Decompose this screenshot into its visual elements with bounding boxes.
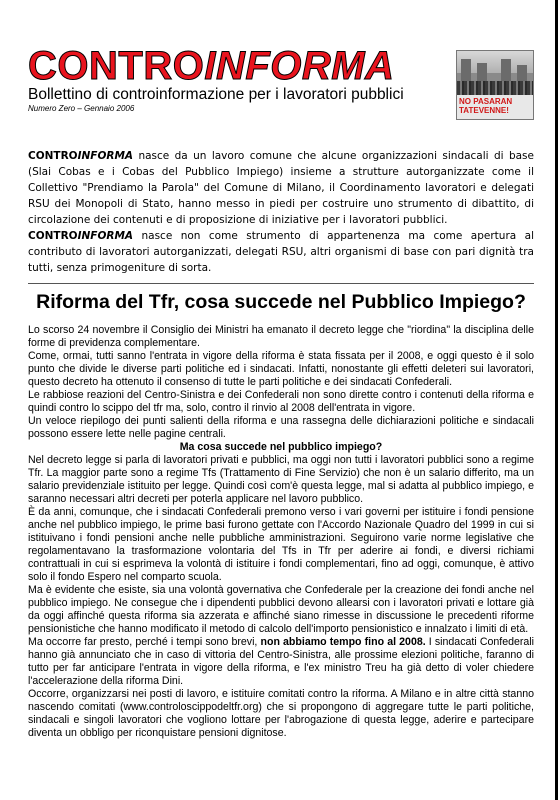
article-paragraph: È da anni, comunque, che i sindacati Confederali premono verso i vari governi per istituire i fondi pensione anche nel pubblico impiego, le prime basi furono gettate con l'Accordo Nazionale Quadro del 1999 in cui si istituivano i fondi pensioni anche nelle pubbliche amministrazioni. Seguirono varie norme legislative che regolamentavano la trasformazione volontaria del Tfs in Tfr per aderire ai fondi, e diversi richiami contrattuali in cui si esprimeva la volontà di istituire i fondi complementari, fino ad oggi, comunque, è attivo solo il fondo Espero nel comparto scuola. <box>28 506 534 583</box>
publication-name-a: CONTRO <box>28 150 78 162</box>
publication-name <box>28 150 133 162</box>
article-subheading: Ma cosa succede nel pubblico impiego? <box>179 441 383 453</box>
intro-paragraph-1-text: nasce da un lavoro comune che alcune organizzazioni sindacali di base (Slai Cobas e i Cobas del Pubblico Impiego) insieme a strutture autorganizzate come il Collettivo "Prendiamo la Parola" del Comune di Milano, il Coordinamento lavoratori e delegati RSU dei Monopoli di Stato, hanno messo in piedi per costruire uno strumento di dibattito, di circolazione dei contenuti e di proposizione di iniziative per i lavoratori pubblici. <box>28 150 534 226</box>
article-paragraph-9: Occorre, organizzarsi nei posti di lavoro, e istituire comitati contro la riforma. A Milano e in altre città stanno nascendo comitati (www.controloscippodeltfr.org) che si propongono di aggregare tutte le parti politiche, sindacali e singoli lavoratori che vogliono lottare per l'abrogazione di questa legge, aderire e partecipare diventa un obbligo per riconquistare pensioni dignitose. <box>28 688 534 739</box>
article-paragraph-8-a: Ma occorre far presto, perché i tempi sono brevi, <box>28 636 261 648</box>
publication-name <box>28 230 133 242</box>
publication-name-b: INFORMA <box>77 230 134 242</box>
intro-paragraph-2-text: nasce non come strumento di appartenenza ma come apertura al contributo di lavoratori autorganizzati, delegati RSU, altri organismi di base con pari dignità tra tutti, senza primogeniture di sorta. <box>28 230 534 274</box>
issue-line: Numero Zero – Gennaio 2006 <box>28 104 135 113</box>
bulletin-subtitle: Bollettino di controinformazione per i lavoratori pubblici <box>28 86 404 103</box>
page-edge-rule <box>555 0 558 800</box>
publication-name-b: INFORMA <box>77 150 134 162</box>
article-paragraph: Un veloce riepilogo dei punti salienti della riforma e una rassegna delle dichiarazioni politiche e sindacali possono essere lette nelle pagine centrali. <box>28 415 534 440</box>
article-paragraph-8-c: I sindacati Confederali hanno già annunciato che in caso di vittoria del Centro-Sinistra, alle prossime elezioni politiche, faranno di tutto per far anticipare l'entrata in vigore della riforma, e l'ex ministro Treu ha già detto di voler chiedere l'accelerazione della riforma Dini. <box>28 636 534 687</box>
intro-text <box>28 148 534 276</box>
article-title: Riforma del Tfr, cosa succede nel Pubblico Impiego? <box>36 291 526 313</box>
article-body <box>28 324 534 740</box>
banner-line-2: TATEVENNE! <box>459 106 509 115</box>
section-divider <box>28 283 534 284</box>
intro-paragraph-1 <box>28 148 534 228</box>
protest-photo <box>456 50 534 120</box>
article-paragraph <box>28 636 534 688</box>
masthead-part1: CONTRO <box>28 44 205 88</box>
article-paragraph: Nel decreto legge si parla di lavoratori privati e pubblici, ma oggi non tutti i lavoratori pubblici sono a regime Tfr. La maggior parte sono a regime Tfs (Trattamento di Fine Servizio) che non è un salario differito, ma un salario previdenziale istituito per legge. Quindi così com'è questa legge, mal si adatta al pubblico impiego, e saranno necessari altri decreti per poterla applicare nel lavoro pubblico. <box>28 454 534 505</box>
article-emphasis: non abbiamo tempo fino al 2008. <box>260 636 426 648</box>
article-paragraph: Le rabbiose reazioni del Centro-Sinistra e dei Confederali non sono dirette contro i contenuti della riforma e quindi contro lo scippo del tfr ma, solo, contro il rinvio al 2008 dell'entrata in vigore. <box>28 389 534 414</box>
article-paragraph: Ma è evidente che esiste, sia una volontà governativa che Confederale per la creazione dei fondi anche nel pubblico impiego. Ne consegue che i dipendenti pubblici devono allearsi con i lavoratori privati e lottare già da oggi affinché questa riforma sia azzerata e affinché siano rimesse in discussione le precedenti riforme pensionistiche che hanno modificato il metodo di calcolo dell'importo pensionistico e innalzato i limiti di età. <box>28 584 534 635</box>
photo-banner-text <box>459 97 533 115</box>
article-paragraph: Come, ormai, tutti sanno l'entrata in vigore della riforma è stata fissata per il 2008, e oggi questo è il solo punto che divide le diverse parti politiche ed i sindacati. Infatti, nonostante gli effetti deleteri sui lavoratori, questo decreto ha ottenuto il consenso di tutte le parti politiche e dei sindacati Confederali. <box>28 350 534 388</box>
masthead-part2: INFORMA <box>204 44 395 88</box>
article-paragraph: Lo scorso 24 novembre il Consiglio dei Ministri ha emanato il decreto legge che "riordina" la disciplina delle forme di previdenza complementare. <box>28 324 534 349</box>
publication-name-a: CONTRO <box>28 230 78 242</box>
intro-paragraph-2 <box>28 228 534 276</box>
banner-line-1: NO PASARAN <box>459 97 513 106</box>
masthead-block <box>28 46 458 114</box>
masthead-logo <box>28 46 458 86</box>
article-paragraph <box>28 688 534 740</box>
